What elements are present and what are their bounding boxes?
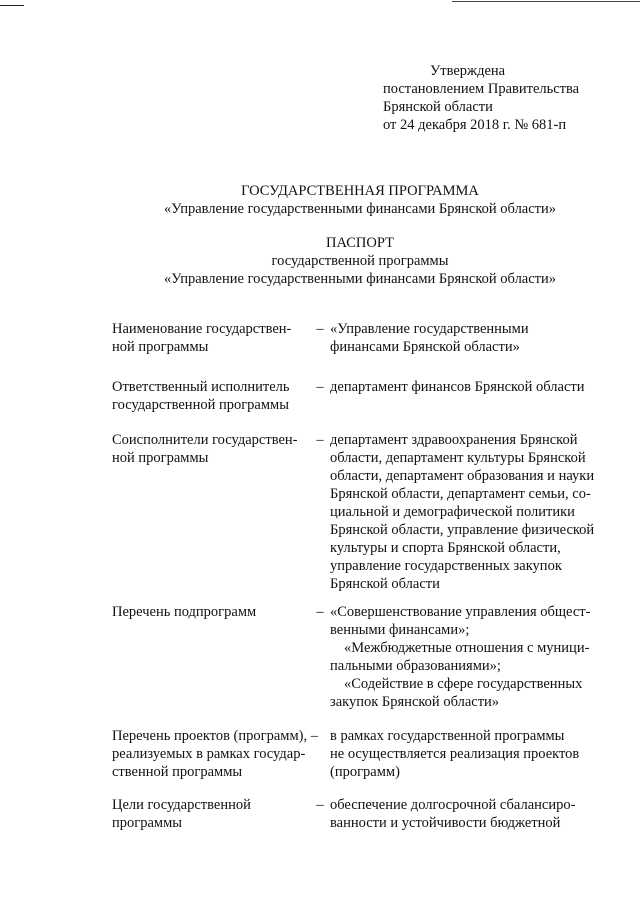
row-value (330, 603, 630, 711)
row-label-line: Цели государственной (112, 797, 251, 813)
row-value-line: закупок Брянской области» (330, 694, 500, 710)
row-value-line: департамент здравоохранения Брянской (330, 432, 578, 448)
row-label-line: реализуемых в рамках государ- (112, 746, 306, 762)
row-value-line: не осуществляется реализация проектов (330, 746, 580, 762)
row-label-line: ной программы (112, 450, 209, 466)
row-value-line: (программ) (330, 764, 400, 780)
row-value-line: «Содействие в сфере государственных (344, 676, 583, 692)
row-value (330, 431, 630, 593)
row-value-line: финансами Брянской области» (330, 339, 520, 355)
row-label (112, 796, 310, 832)
passport-title (80, 234, 640, 288)
program-title-line: «Управление государственными финансами Брянской области» (163, 201, 557, 217)
row-value-line: Брянской области, департамент семьи, со- (330, 486, 591, 502)
row-value-line: Брянской области, управление физической (330, 522, 595, 538)
approval-line: Брянской области (383, 99, 493, 115)
row-label-line: Соисполнители государствен- (112, 432, 298, 448)
row-label (112, 603, 310, 621)
row-value-line: «Совершенствование управления общест- (330, 604, 591, 620)
approval-stamp (383, 62, 633, 134)
row-value-line: обеспечение долгосрочной сбалансиро- (330, 797, 576, 813)
row-value (330, 727, 630, 781)
row-label-line: Ответственный исполнитель (112, 379, 290, 395)
row-label (112, 431, 310, 467)
row-label-line: Наименование государствен- (112, 321, 292, 337)
passport-title-line: государственной программы (271, 253, 449, 269)
row-label-line: ной программы (112, 339, 209, 355)
program-title-line: ГОСУДАРСТВЕННАЯ ПРОГРАММА (241, 183, 479, 199)
row-value-line: ванности и устойчивости бюджетной (330, 815, 561, 831)
row-value-line: циальной и демографической политики (330, 504, 575, 520)
scan-artifact-top-right (452, 1, 640, 2)
row-value-line: Брянской области (330, 576, 440, 592)
row-label-line: Перечень проектов (программ), – (112, 728, 318, 744)
row-value-line: венными финансами»; (330, 622, 470, 638)
scan-artifact-top-left (0, 5, 24, 6)
row-value-line: управление государственных закупок (330, 558, 562, 574)
program-title (80, 182, 640, 218)
row-value-line: культуры и спорта Брянской области, (330, 540, 561, 556)
passport-title-line: ПАСПОРТ (326, 235, 394, 251)
row-value-line: области, департамент образования и науки (330, 468, 595, 484)
approval-line: от 24 декабря 2018 г. № 681-п (383, 117, 567, 133)
row-label-line: ственной программы (112, 764, 243, 780)
row-label-line: государственной программы (112, 397, 289, 413)
row-value (330, 378, 630, 396)
row-value-line: «Управление государственными (330, 321, 529, 337)
row-value (330, 320, 630, 356)
row-value-line: департамент финансов Брянской области (330, 379, 585, 395)
row-dash: – (316, 321, 324, 337)
row-label (112, 378, 310, 414)
row-dash: – (316, 432, 324, 448)
row-label-line: программы (112, 815, 182, 831)
row-value-line: в рамках государственной программы (330, 728, 565, 744)
row-value-line: пальными образованиями»; (330, 658, 501, 674)
row-value (330, 796, 630, 832)
approval-line: Утверждена (430, 63, 506, 79)
row-label-line: Перечень подпрограмм (112, 604, 257, 620)
approval-line: постановлением Правительства (383, 81, 580, 97)
row-dash: – (316, 797, 324, 813)
row-value-line: области, департамент культуры Брянской (330, 450, 586, 466)
row-label (112, 320, 310, 356)
row-value-line: «Межбюджетные отношения с муници- (344, 640, 590, 656)
passport-title-line: «Управление государственными финансами Брянской области» (163, 271, 557, 287)
row-dash: – (316, 604, 324, 620)
row-label (112, 727, 318, 781)
row-dash: – (316, 379, 324, 395)
